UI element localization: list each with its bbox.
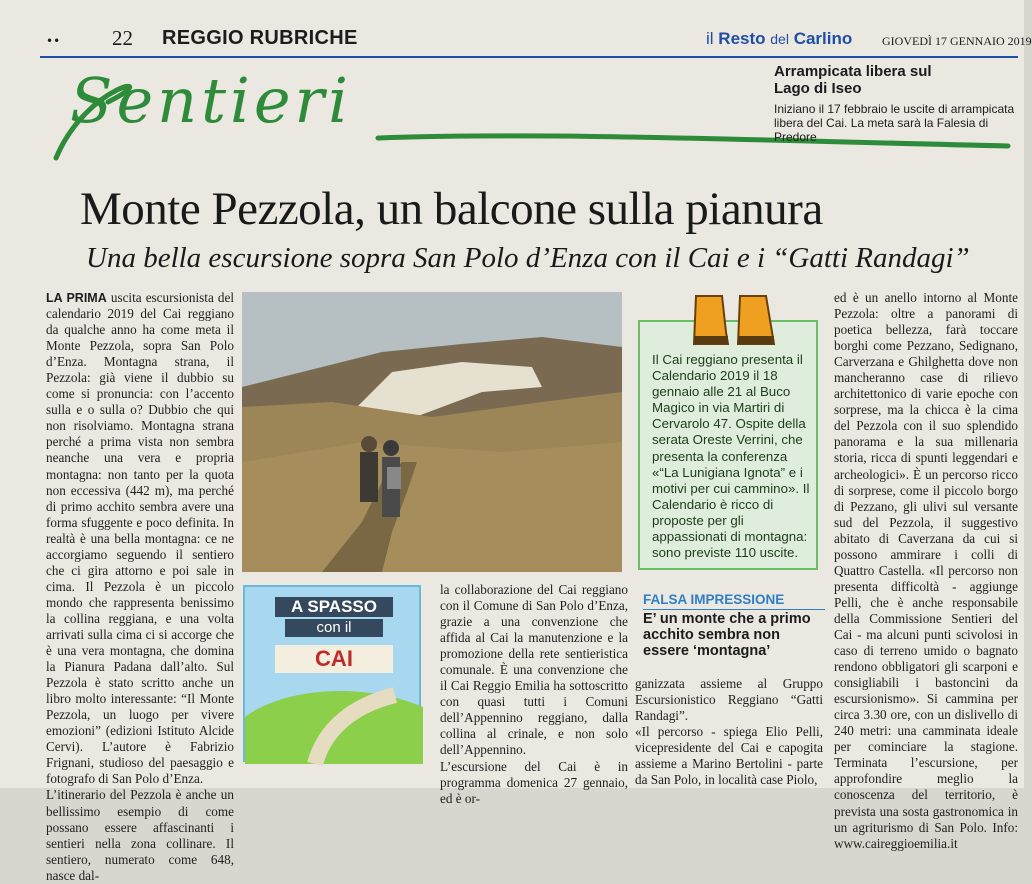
article-lead: LA PRIMA (46, 291, 107, 305)
article-paragraph: «Il percorso - spiega Elio Pelli, vicepresidente del Cai e capogita assieme a Marino Bertolini - parte da San Polo, in località case Piolo, (635, 724, 823, 788)
header-dots: •• (46, 34, 61, 48)
teaser-title: Arrampicata libera sul Lago di Iseo (774, 63, 932, 97)
sidebar-rule (643, 609, 825, 610)
masthead-resto: Resto (718, 29, 766, 48)
article-column-3 (635, 676, 823, 788)
article-text: uscita escursionista del calendario 2019 del Cai reggiano da qualche anno ha come meta il Monte Pezzola, sopra San Polo d’Enza. Montagna strana, il Pezzola: già viene il dubbio su come si pronuncia: con l’accento sulla e o sulla o? Dubbio che qui non risolviamo. Montagna strana perché a prima vista non sembra neanche una vera e propria montagna: non tanto per la quota non eccessiva (442 m), ma perché di primo acchito sembra avere una forma sfuggente e poco definita. In realtà è una bella montagna: ce ne accorgiamo seguendo il sentiero che ci gira attorno e poi sale in cima. Il Pezzola è un piccolo mondo che rappresenta benissimo la collina reggiana, e una volta arrivati sulla cima ci si accorge che è una vera montagna, che domina la Pianura Padana dall’alto. Sul Pezzola è stato scritto anche un libro molto interessante: “Il Monte Pezzola, un luogo per vivere emozioni” (edizioni Istituto Alcide Cervi). L’autore è Fabrizio Frignani, studioso del paesaggio e fotografo di San Polo d’Enza. (46, 290, 235, 787)
article-column-2 (440, 582, 628, 806)
article-paragraph: L’itinerario del Pezzola è anche un bellissimo esempio di come possano essere affascinanti i sentieri nella zona collinare. Il sentiero, numerato come 648, nasce dal- (46, 787, 234, 883)
masthead-carlino: Carlino (793, 29, 853, 48)
issue-date: GIOVEDÌ 17 GENNAIO 2019 (882, 34, 1032, 48)
calendar-boxout (638, 320, 818, 570)
teaser-body: Iniziano il 17 febbraio le uscite di arrampicata libera del Cai. La meta sarà la Falesia di Predore (774, 102, 1015, 144)
promo-line-2: con il (285, 619, 383, 637)
rubric-title: Sentieri (70, 64, 352, 137)
masthead (706, 29, 852, 49)
sidebar-kicker: FALSA IMPRESSIONE (643, 592, 785, 607)
boxout-text: Il Cai reggiano presenta il Calendario 2019 il 18 gennaio alle 21 al Buco Magico in via Martiri di Cervarolo 47. Ospite della serata Oreste Verrini, che presenta la conferenza «“La Lunigiana Ignota” e i motivi per cui cammino». Il Calendario è ricco di proposte per gli appassionati di montagna: sono previste 110 uscite. (652, 352, 810, 561)
page-number: 22 (112, 26, 133, 50)
header-rule (40, 56, 1018, 58)
article-paragraph (46, 290, 234, 787)
promo-line-3: CAI (315, 646, 353, 671)
article-paragraph: la collaborazione del Cai reggiano con il Comune di San Polo d’Enza, grazie a una convenzione che affida al Cai la manutenzione e la promozione della rete sentieristica comunale. È una convenzione che il Cai Reggio Emilia ha sottoscritto con quasi tutti i Comuni dell’Appennino reggiano, dalla collina al crinale, e non solo dell’Appennino. (440, 582, 628, 758)
a-spasso-promo (243, 585, 421, 762)
article-paragraph: ed è un anello intorno al Monte Pezzola: oltre a panorami di poetica bellezza, farà toccare borghi come Pezzano, Sedignano, Carverzana e Ghilghetta dove non mancheranno case di rilievo architettonico di varie epoche con sorprese, ma la chicca è la cima del Pezzola con il suo splendido panorama e la sua millenaria storia, ricca di spunti leggendari e archeologici». È un percorso ricco di sorprese, come il piccolo borgo di Pezzano, gli ulivi sul versante sud del Pezzola, il suggestivo abitato di Caverzana da cui si possono ammirare i colli di Quattro Castella. «Il percorso non presenta difficoltà - aggiunge Pelli, che è anche responsabile della Commissione Sentieri del Cai - ma alcuni punti scivolosi in caso di terreno umido o bagnato rendono obbligatori gli scarponi e consigliabili i bastoncini da escursionismo». Si cammina per circa 3.30 ore, con un dislivello di 240 metri: una camminata ideale per cominciare la stagione. Terminata l’escursione, per approfondire meglio la conoscenza del territorio, è prevista una sosta gastronomica in un agriturismo di San Polo. Info: www.caireggioemilia.it (834, 290, 1018, 851)
header-bar (40, 24, 1032, 58)
promo-line-1: A SPASSO (275, 597, 393, 617)
hikers-illustration (242, 292, 622, 572)
article-column-4 (834, 290, 1018, 851)
masthead-il: il (706, 29, 714, 48)
article-subhead: Una bella escursione sopra San Polo d’Enza con il Cai e i “Gatti Randagi” (86, 242, 970, 274)
article-paragraph: L’escursione del Cai è in programma domenica 27 gennaio, ed è or- (440, 758, 628, 806)
hikers-photo (242, 292, 622, 572)
hiking-boots-icon (692, 292, 778, 348)
article-headline: Monte Pezzola, un balcone sulla pianura (80, 183, 823, 235)
article-column-1 (46, 290, 235, 883)
masthead-del: del (770, 31, 789, 47)
article-paragraph: ganizzata assieme al Gruppo Escursionistico Reggiano “Gatti Randagi”. (635, 676, 823, 724)
sidebar-text: E’ un monte che a primo acchito sembra non essere ‘montagna’ (643, 611, 811, 659)
section-title: REGGIO RUBRICHE (162, 27, 358, 49)
